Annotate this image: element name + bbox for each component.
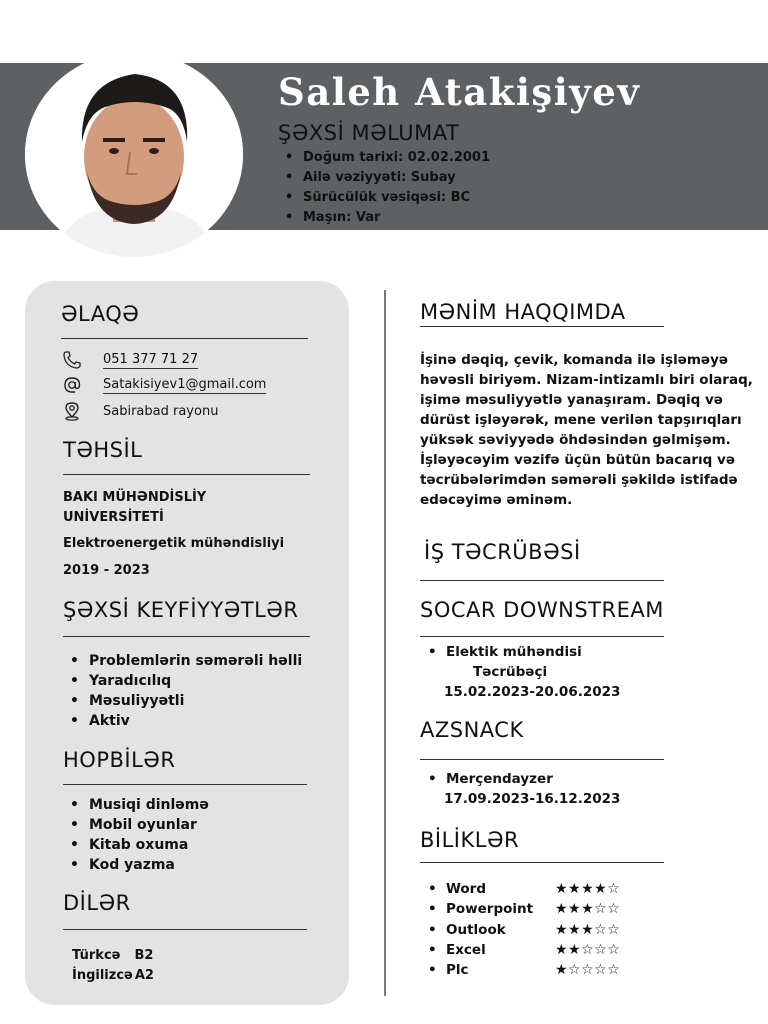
person-name: Saleh Atakişiyev <box>278 70 641 114</box>
quality-item: • Aktiv <box>70 711 302 731</box>
profile-photo <box>25 52 243 257</box>
skills-title: BİLİKLƏR <box>420 828 520 852</box>
skills-list <box>428 879 620 980</box>
skill-row <box>428 960 620 980</box>
job-role: • Elektik mühəndisi <box>428 642 620 662</box>
skill-name: • Word <box>428 879 555 899</box>
personal-info-item: • Ailə vəziyyəti: Subay <box>285 168 490 188</box>
hobbies-rule <box>63 784 307 785</box>
skills-rule <box>420 862 664 863</box>
personal-info-item: • Doğum tarixi: 02.02.2001 <box>285 148 490 168</box>
languages-title: DİLƏR <box>63 891 131 915</box>
contact-email-row <box>61 375 266 395</box>
contact-location-row <box>61 401 218 421</box>
about-rule <box>420 326 664 327</box>
personal-info-item: • Maşın: Var <box>285 208 490 228</box>
personal-info-list <box>285 148 490 228</box>
profile-photo-illustration <box>25 52 243 257</box>
about-title: MƏNİM HAQQIMDA <box>420 300 626 324</box>
job-company-rule <box>420 636 664 637</box>
language-name: Türkcə <box>72 948 121 963</box>
quality-item: • Məsuliyyətli <box>70 691 302 711</box>
contact-location: Sabirabad rayonu <box>103 403 219 419</box>
quality-item: • Problemlərin səmərəli həlli <box>70 651 302 671</box>
about-text: İşinə dəqiq, çevik, komanda ilə işləməyə həvəsli biriyəm. Nizam-intizamlı biri olaraq, işimə məsuliyyətlə yanaşıram. Dəqiq və dürüst işləyərək, mene verilən tapşırıqları yüksək səviyyədə öhdəsindən gəlmişəm. İşləyəcəyim vəzifə üçün bütün bacarıq və təcrübələrimdən səmərəli şəkildə istifadə edəcəyimə əminəm. <box>420 352 753 508</box>
education-major: Elektroenergetik mühəndisliyi <box>63 536 285 551</box>
skill-row <box>428 899 620 919</box>
job-details <box>428 769 620 809</box>
skill-name: • Outlook <box>428 920 555 940</box>
star-rating-icon: ★☆☆☆☆ <box>555 962 621 979</box>
education-rule <box>63 474 310 475</box>
language-level: A2 <box>134 968 154 983</box>
personal-info-title: ŞƏXSİ MƏLUMAT <box>278 121 460 145</box>
language-row <box>72 948 153 963</box>
hobbies-list <box>70 795 209 875</box>
education-years: 2019 - 2023 <box>63 563 150 578</box>
hobby-item: • Musiqi dinləmə <box>70 795 209 815</box>
contact-title: ƏLAQƏ <box>61 302 140 326</box>
job-company-rule <box>420 759 664 760</box>
star-rating-icon: ★★☆☆☆ <box>555 941 621 958</box>
experience-title: İŞ TƏCRÜBƏSİ <box>424 540 581 564</box>
language-row <box>72 968 154 983</box>
education-university-line2: UNİVERSİTETİ <box>63 510 164 525</box>
contact-rule <box>61 338 308 339</box>
skill-name: • Plc <box>428 960 555 980</box>
qualities-rule <box>63 636 310 637</box>
qualities-list <box>70 651 302 731</box>
job-role: • Merçendayzer <box>428 769 620 789</box>
star-rating-icon: ★★★★☆ <box>555 881 621 897</box>
at-sign-icon <box>61 375 83 395</box>
quality-item: • Yaradıcılıq <box>70 671 302 691</box>
personal-info-item: • Sürücülük vəsiqəsi: BC <box>285 188 490 208</box>
job-type: Təcrübəçi <box>473 664 548 680</box>
job-company: SOCAR DOWNSTREAM <box>420 598 664 622</box>
languages-rule <box>63 929 307 930</box>
contact-phone[interactable]: 051 377 71 27 <box>103 351 199 367</box>
hobby-item: • Kitab oxuma <box>70 835 209 855</box>
location-pin-icon <box>61 401 83 421</box>
contact-phone-row <box>61 350 198 370</box>
star-rating-icon: ★★★☆☆ <box>555 921 621 938</box>
skill-name: • Powerpoint <box>428 899 555 919</box>
skill-name: • Excel <box>428 940 555 960</box>
job-dates: 15.02.2023-20.06.2023 <box>444 684 621 700</box>
education-university-line1: BAKI MÜHƏNDİSLİY <box>63 490 207 505</box>
skill-row <box>428 879 620 899</box>
hobby-item: • Kod yazma <box>70 855 209 875</box>
hobbies-title: HOPBİLƏR <box>63 748 176 772</box>
skill-row <box>428 940 620 960</box>
qualities-title: ŞƏXSİ KEYFİYYƏTLƏR <box>63 598 299 622</box>
job-details <box>428 642 620 702</box>
phone-icon <box>61 350 83 370</box>
hobby-item: • Mobil oyunlar <box>70 815 209 835</box>
column-divider <box>384 290 386 996</box>
job-company: AZSNACK <box>420 718 524 742</box>
job-dates: 17.09.2023-16.12.2023 <box>444 791 621 807</box>
star-rating-icon: ★★★☆☆ <box>555 901 621 918</box>
language-level: B2 <box>134 948 154 963</box>
skill-row <box>428 920 620 940</box>
contact-email[interactable]: Satakisiyev1@gmail.com <box>103 376 267 392</box>
education-title: TƏHSİL <box>63 438 143 462</box>
experience-rule <box>420 580 664 581</box>
language-name: İngilizcə <box>72 968 133 983</box>
